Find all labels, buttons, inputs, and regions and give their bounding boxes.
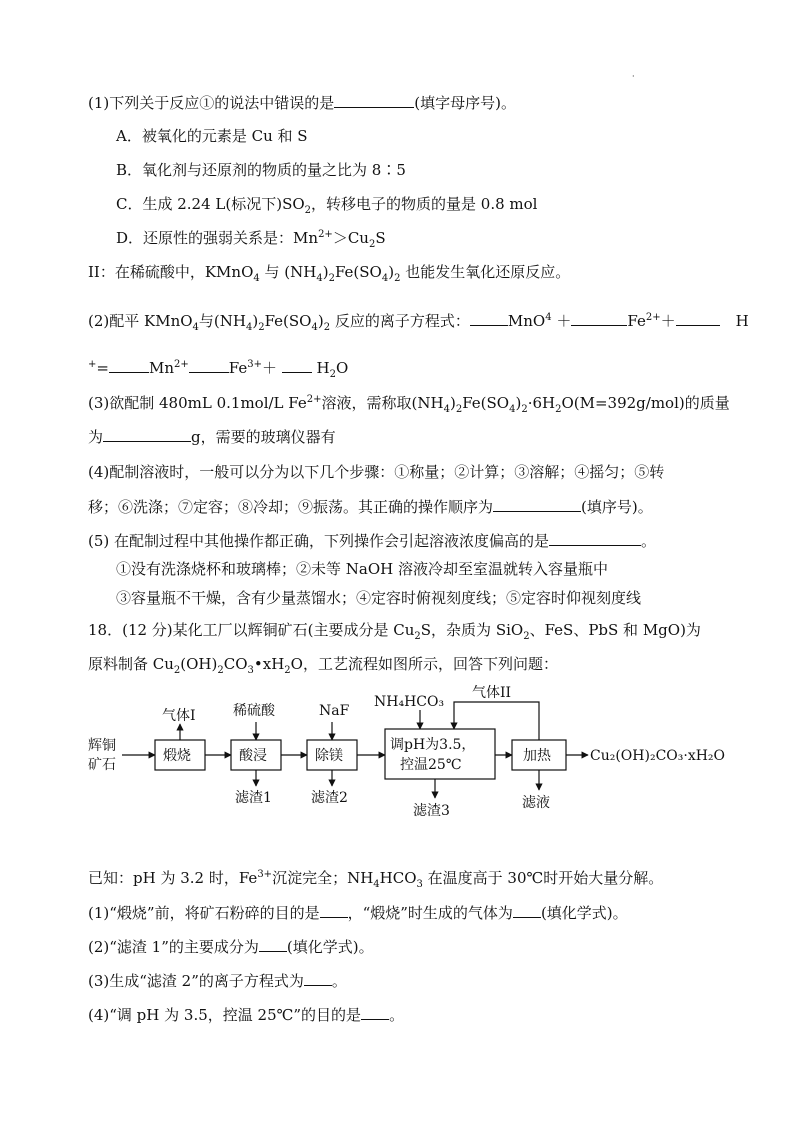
answer-blank[interactable] xyxy=(513,902,541,918)
label-calcine: 煅烧 xyxy=(163,748,191,764)
text: ) xyxy=(317,312,324,330)
text: 为 xyxy=(88,428,104,446)
subscript: 4 xyxy=(373,879,380,890)
text: 18．(12 分)某化工厂以辉铜矿石(主要成分是 Cu xyxy=(88,621,415,639)
coef-blank-fe2[interactable] xyxy=(571,310,627,326)
label-gas2: 气体II xyxy=(472,685,512,701)
text: H xyxy=(735,312,749,330)
subscript: 4 xyxy=(316,273,323,284)
label-heat: 加热 xyxy=(523,748,551,764)
q1-c-tail: ，转移电子的物质的量是 0.8 mol xyxy=(311,195,538,213)
text: O(M=392g/mol)的质量 xyxy=(561,394,730,412)
label-product: Cu₂(OH)₂CO₃·xH₂O xyxy=(590,748,726,764)
text: 与(NH xyxy=(198,312,246,330)
text: (填序号)。 xyxy=(581,498,653,516)
plus-sign: ＋ xyxy=(261,359,277,377)
superscript: 2+ xyxy=(306,394,322,405)
text: Mn xyxy=(148,359,174,377)
text: ) xyxy=(322,263,329,281)
q5-stem xyxy=(88,530,656,551)
superscript: 3+ xyxy=(257,869,273,880)
subq4 xyxy=(88,1004,404,1025)
q1-option-a: A．被氧化的元素是 Cu 和 S xyxy=(116,127,308,145)
subscript: 2 xyxy=(173,665,181,676)
text: 、FeS、PbS 和 MgO)为 xyxy=(529,621,701,639)
coef-blank-h[interactable] xyxy=(676,310,720,326)
text: 移；⑥洗涤；⑦定容；⑧冷却；⑨振荡。其正确的操作顺序为 xyxy=(88,498,494,516)
label-gas1: 气体I xyxy=(162,708,196,724)
q1-option-b: B．氧化剂与还原剂的物质的量之比为 8∶5 xyxy=(116,161,406,179)
q1-option-c xyxy=(116,194,537,214)
q5-options-2: ③容量瓶不干燥，含有少量蒸馏水；④定容时俯视刻度线；⑤定容时仰视刻度线 xyxy=(116,589,642,607)
stray-dot: · xyxy=(632,72,635,81)
text: Fe(SO xyxy=(462,394,510,412)
superscript: + xyxy=(88,359,97,370)
text: 与 (NH xyxy=(259,263,317,281)
subscript: 4 xyxy=(192,322,199,333)
label-raw-ore: 辉铜 xyxy=(88,738,116,754)
text: 已知：pH 为 3.2 时，Fe xyxy=(88,869,258,887)
text: ) xyxy=(449,394,456,412)
label-naf: NaF xyxy=(319,703,350,719)
subscript: 2 xyxy=(555,404,562,415)
q1-d-mid: ＞Cu xyxy=(332,229,369,247)
subscript: 3 xyxy=(416,879,423,890)
text: (OH) xyxy=(180,655,218,673)
q1-stem-text: (1)下列关于反应①的说法中错误的是 xyxy=(88,94,335,112)
text: S，杂质为 SiO xyxy=(420,621,524,639)
superscript: 2+ xyxy=(645,312,661,323)
plus-sign: ＋ xyxy=(556,312,572,330)
order-blank[interactable] xyxy=(493,496,581,512)
q2-line2 xyxy=(88,357,348,378)
label-raw-ore: 矿石 xyxy=(88,757,116,773)
subscript: 2 xyxy=(258,322,265,333)
known-info xyxy=(88,868,663,888)
q1-d-end: S xyxy=(375,229,386,247)
subscript: 2 xyxy=(394,273,401,284)
subscript: 2 xyxy=(521,404,528,415)
superscript: 3+ xyxy=(247,359,262,370)
label-nh4hco3: NH₄HCO₃ xyxy=(374,694,445,710)
superscript: 2+ xyxy=(318,229,333,240)
answer-blank[interactable] xyxy=(334,92,414,108)
text: ·6H xyxy=(527,394,556,412)
text: 在温度高于 30℃时开始大量分解。 xyxy=(422,869,664,887)
q1-stem xyxy=(88,92,516,113)
subscript: 4 xyxy=(443,404,450,415)
q1-c-text: C．生成 2.24 L(标况下)SO xyxy=(116,195,305,213)
text: 沉淀完全；NH xyxy=(272,869,374,887)
text: Fe xyxy=(228,359,248,377)
text: ) xyxy=(388,263,395,281)
subscript: 2 xyxy=(329,369,337,380)
label-residue1: 滤渣1 xyxy=(235,790,272,806)
text: 。 xyxy=(389,1006,405,1024)
text: CO xyxy=(223,655,248,673)
q1-option-d xyxy=(116,228,386,248)
q3-line1 xyxy=(88,393,730,413)
text: (5) 在配制过程中其他操作都正确，下列操作会引起溶液浓度偏高的是 xyxy=(88,532,550,550)
coef-blank-fe3[interactable] xyxy=(189,357,229,373)
subscript: 4 xyxy=(381,273,389,284)
text: H xyxy=(316,359,330,377)
text: g，需要的玻璃仪器有 xyxy=(191,428,336,446)
text: (1)“煅烧”前，将矿石粉碎的目的是 xyxy=(88,904,320,922)
answer-blank[interactable] xyxy=(304,970,332,986)
subscript: 2 xyxy=(328,273,335,284)
answer-blank[interactable] xyxy=(361,1004,389,1020)
label-residue3: 滤渣3 xyxy=(413,803,450,819)
text: ) xyxy=(515,394,522,412)
subscript: 2 xyxy=(323,322,331,333)
text: ，“煅烧”时生成的气体为 xyxy=(347,904,513,922)
gas2-recycle-arrow xyxy=(454,702,539,740)
subscript: 4 xyxy=(253,273,260,284)
text: (2)配平 KMnO xyxy=(88,312,193,330)
q18-line2 xyxy=(88,654,558,674)
label-residue2: 滤渣2 xyxy=(311,790,348,806)
q5-options-1: ①没有洗涤烧杯和玻璃棒；②未等 NaOH 溶液冷却至室温就转入容量瓶中 xyxy=(116,560,608,578)
q18-line1 xyxy=(88,620,701,640)
q2-line1 xyxy=(88,310,749,331)
text: HCO xyxy=(379,869,417,887)
text: Fe(SO xyxy=(264,312,312,330)
subscript: 2 xyxy=(284,665,291,676)
subscript: 2 xyxy=(368,239,376,250)
subq1 xyxy=(88,902,628,923)
superscript: 2+ xyxy=(174,359,189,370)
q4-line1: (4)配制溶液时，一般可以分为以下几个步骤：①称量；②计算；③溶解；④摇匀；⑤转 xyxy=(88,463,665,481)
subscript: 4 xyxy=(509,404,516,415)
text: 。 xyxy=(641,532,657,550)
text: II：在稀硫酸中，KMnO xyxy=(88,263,254,281)
subscript: 4 xyxy=(245,322,253,333)
process-flow-diagram xyxy=(80,682,770,832)
text: (填化学式)。 xyxy=(286,938,374,956)
text: 溶液，需称取(NH xyxy=(321,394,444,412)
label-adjust: 控温25℃ xyxy=(400,757,462,773)
text: 也能发生氧化还原反应。 xyxy=(400,263,571,281)
text: Fe(SO xyxy=(334,263,382,281)
q1-d-text: D．还原性的强弱关系是：Mn xyxy=(116,229,319,247)
subscript: 2 xyxy=(304,205,312,216)
coef-blank-mno4[interactable] xyxy=(470,310,508,326)
superscript: 4 xyxy=(545,312,552,323)
label-filtrate: 滤液 xyxy=(522,795,550,811)
text: MnO xyxy=(507,312,546,330)
subq3 xyxy=(88,970,347,991)
mass-blank[interactable] xyxy=(103,426,191,442)
plus-sign: ＋ xyxy=(660,312,676,330)
part2-intro xyxy=(88,262,570,282)
text: 反应的离子方程式： xyxy=(330,312,470,330)
label-leach: 酸浸 xyxy=(239,748,267,764)
answer-blank[interactable] xyxy=(549,530,641,546)
q4-line2 xyxy=(88,496,653,517)
label-acid: 稀硫酸 xyxy=(233,703,275,719)
q3-line2 xyxy=(88,426,336,447)
coef-blank-mn2[interactable] xyxy=(109,357,149,373)
label-adjust: 调pH为3.5， xyxy=(390,737,476,753)
text: ) xyxy=(252,312,259,330)
answer-blank[interactable] xyxy=(320,902,348,918)
text: (填化学式)。 xyxy=(540,904,628,922)
text: Fe xyxy=(627,312,646,330)
text: (4)“调 pH 为 3.5，控温 25℃”的目的是 xyxy=(88,1006,362,1024)
label-demg: 除镁 xyxy=(315,748,343,764)
answer-blank[interactable] xyxy=(259,936,287,952)
text: 原料制备 Cu xyxy=(88,655,174,673)
text: O xyxy=(336,359,349,377)
subscript: 2 xyxy=(455,404,463,415)
text: •xH xyxy=(253,655,285,673)
coef-blank-h2o[interactable] xyxy=(282,357,312,373)
subscript: 2 xyxy=(217,665,224,676)
subscript: 2 xyxy=(414,631,421,642)
text: (2)“滤渣 1”的主要成分为 xyxy=(88,938,259,956)
equals-sign: = xyxy=(96,359,109,377)
text: (3)生成“滤渣 2”的离子方程式为 xyxy=(88,972,304,990)
subscript: 4 xyxy=(311,322,318,333)
q1-stem-tail: (填字母序号)。 xyxy=(414,94,516,112)
text: O，工艺流程如图所示，回答下列问题： xyxy=(290,655,558,673)
subq2 xyxy=(88,936,374,957)
text: (3)欲配制 480mL 0.1mol/L Fe xyxy=(88,394,307,412)
subscript: 2 xyxy=(523,631,530,642)
subscript: 3 xyxy=(247,665,254,676)
text: 。 xyxy=(331,972,347,990)
